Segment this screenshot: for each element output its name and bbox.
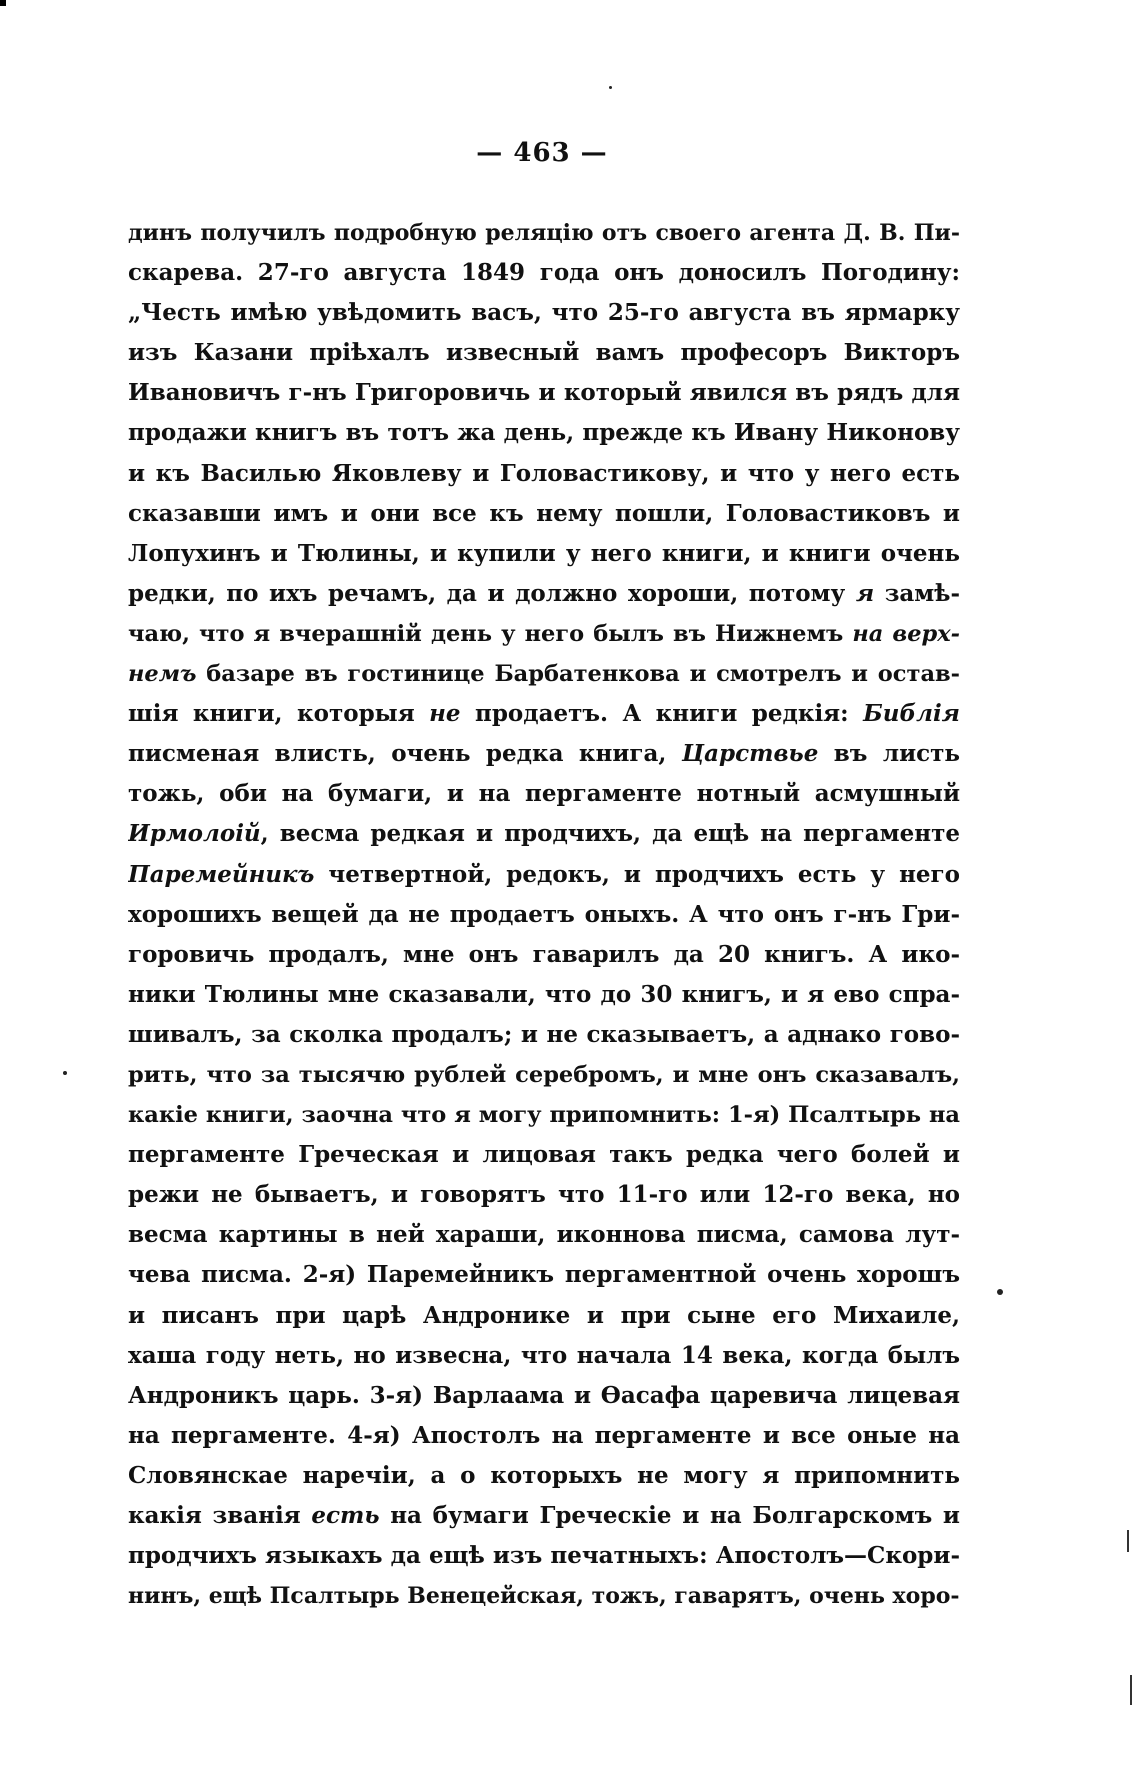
text-line [128,373,960,413]
text-line [128,1416,960,1456]
text-run: сказавши имъ и они все къ нему пошли, Головастиковъ и [128,499,960,527]
text-run: на пергаменте. 4-я) Апостолъ на пергаменте и все оные на [128,1421,960,1449]
text-line [128,213,960,253]
text-run: тожь, оби на бумаги, и на пергаменте нотный асмушный [128,780,960,808]
text-run: редки, по ихъ речамъ, да и должно хороши, потому [128,579,856,607]
text-run: въ листь [818,740,960,768]
scan-edge-mark [1127,1530,1129,1552]
text-line [128,614,960,654]
text-run: рить, что за тысячю рублей серебромъ, и мне онъ сказавалъ, [128,1061,960,1088]
text-line [128,935,960,975]
text-run: нинъ, ещѣ Псалтырь Венецейская, тожъ, гаварятъ, очень хоро- [128,1583,960,1610]
text-run: Андроникъ царь. 3-я) Варлаама и Ѳасафа царевича лицевая [128,1381,960,1409]
italic-text-run: немъ [128,661,197,688]
text-line [128,574,960,614]
text-run: и писанъ при царѣ Андронике и при сыне его Михаиле, [128,1301,960,1329]
text-run: хорошихъ вещей да не продаетъ оныхъ. А что онъ г-нъ Гри- [128,900,960,928]
text-run: скарева. 27-го августа 1849 года онъ доносилъ Погодину: [128,259,960,287]
text-run: чева писма. 2-я) Паремейникъ пергаментной очень хорошъ [128,1261,960,1289]
scan-edge-mark [1130,1675,1132,1705]
text-line [128,814,960,854]
text-line [128,1175,960,1215]
text-line [128,1576,960,1616]
italic-text-run: Паремейникъ [128,860,315,888]
italic-text-run: Библія [863,700,960,728]
text-run: продаетъ. А книги редкія: [460,700,864,728]
text-line [128,1496,960,1536]
italic-text-run: Ирмолоій [128,820,261,848]
text-run: Ивановичъ г-нъ Григоровичь и который явился въ рядъ для [128,379,960,407]
text-run: какія званія [128,1502,312,1529]
text-run: какіе книги, заочна что я могу припомнить: 1-я) Псалтырь на [128,1102,960,1129]
text-line [128,774,960,814]
text-line [128,293,960,333]
text-line [128,1336,960,1376]
text-run: четвертной, редокъ, и продчихъ есть у него [314,860,960,888]
text-run: , весма редкая и продчихъ, да ещѣ на пергаменте [260,820,960,848]
text-line [128,654,960,694]
text-run: шивалъ, за сколка продалъ; и не сказываетъ, а аднако гово- [128,1020,960,1048]
text-line [128,1215,960,1255]
text-line [128,454,960,494]
body-text [128,213,960,1616]
text-line [128,1015,960,1055]
scan-speck [997,1289,1003,1295]
text-run: базаре въ гостинице Барбатенкова и смотрелъ и остав- [196,661,960,688]
text-line [128,694,960,734]
text-run: „Честь имѣю увѣдомить васъ, что 25-го августа въ ярмарку [128,299,960,327]
text-line [128,253,960,293]
text-line [128,1296,960,1336]
text-line [128,1255,960,1295]
text-line [128,734,960,774]
text-line [128,895,960,935]
text-line [128,855,960,895]
text-run: весма картины в ней хараши, иконнова писма, самова лут- [128,1221,960,1249]
text-run: писменая влисть, очень редка книга, [128,740,682,768]
text-run: чаю, что я вчерашній день у него былъ въ Нижнемъ [128,620,853,647]
text-run: ники Тюлины мне сказавали, что до 30 книгъ, и я ево спра- [128,980,960,1008]
text-line [128,1095,960,1135]
text-run: динъ получилъ подробную реляцію отъ своего агента Д. В. Пи- [128,220,960,246]
text-line [128,494,960,534]
text-run: Словянскае наречіи, а о которыхъ не могу я припомнить [128,1461,960,1489]
text-line [128,413,960,453]
italic-text-run: на верх- [852,620,960,647]
italic-text-run: не [429,700,461,728]
text-line [128,534,960,574]
text-run: пергаменте Греческая и лицовая такъ редка чего болей и [128,1141,960,1169]
scan-speck [609,86,612,89]
text-run: продажи книгъ въ тотъ жа день, прежде къ Ивану Никонову [128,419,960,447]
text-run: продчихъ языкахъ да ещѣ изъ печатныхъ: Апостолъ—Скори- [128,1542,960,1570]
text-line [128,1456,960,1496]
scan-speck [63,1071,67,1075]
text-line [128,1536,960,1576]
text-run: Лопухинъ и Тюлины, и купили у него книги, и книги очень [128,539,960,567]
scan-corner-mark [0,0,6,6]
text-run: на бумаги Греческіе и на Болгарскомъ и [379,1502,960,1529]
text-run: горовичь продалъ, мне онъ гаварилъ да 20 книгъ. А ико- [128,940,960,968]
page-number: — 463 — [476,138,608,168]
italic-text-run: есть [311,1502,380,1529]
text-line [128,1376,960,1416]
text-line [128,1135,960,1175]
text-line [128,1055,960,1095]
text-run: режи не бываетъ, и говорятъ что 11-го или 12-го века, но [128,1181,960,1209]
text-line [128,333,960,373]
text-run: шія книги, которыя [128,700,430,728]
italic-text-run: я [855,579,875,607]
text-line [128,975,960,1015]
text-run: хаша году неть, но извесна, что начала 14 века, когда былъ [128,1341,960,1369]
text-run: замѣ- [874,579,960,607]
text-run: и къ Василью Яковлеву и Головастикову, и что у него есть [128,459,960,487]
text-run: изъ Казани пріѣхалъ извесный вамъ професоръ Викторъ [128,339,960,367]
italic-text-run: Царствье [681,740,819,768]
